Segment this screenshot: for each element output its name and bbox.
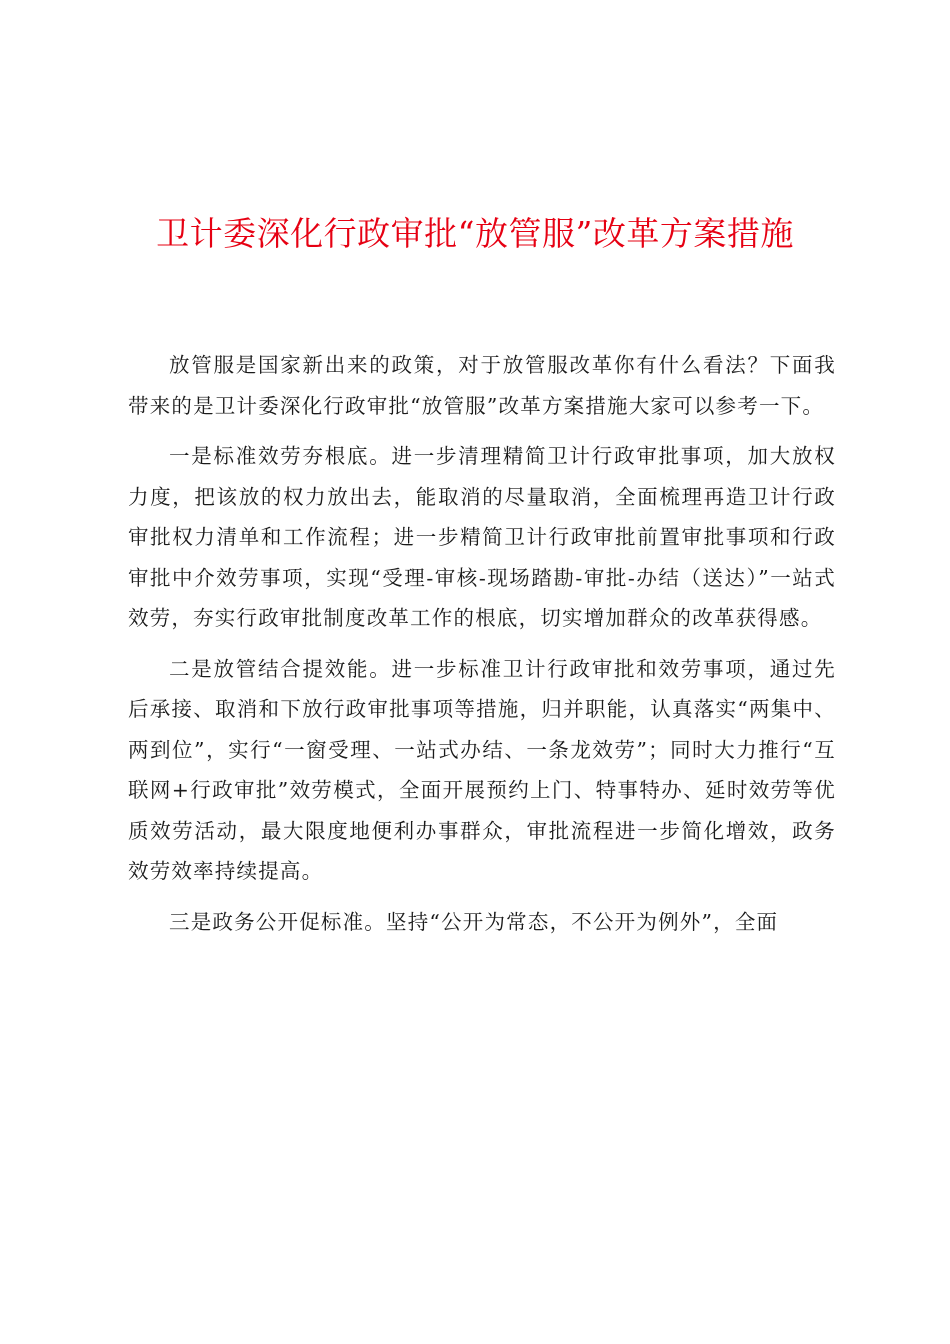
document-body <box>128 345 836 952</box>
paragraph-3: 三是政务公开促标准。坚持“公开为常态，不公开为例外”，全面 <box>169 909 779 934</box>
document-title: 卫计委深化行政审批“放管服”改革方案措施 <box>156 214 794 253</box>
paragraph-2: 二是放管结合提效能。进一步标准卫计行政审批和效劳事项，通过先后承接、取消和下放行政审批事项等措施，归并职能，认真落实“两集中、两到位”，实行“一窗受理、一站式办结、一条龙效劳”；同时大力推行“互联网+行政审批”效劳模式，全面开展预约上门、特事特办、延时效劳等优质效劳活动，最大限度地便利办事群众，审批流程进一步简化增效，政务效劳效率持续提高。 <box>128 656 836 883</box>
paragraph-intro: 放管服是国家新出来的政策，对于放管服改革你有什么看法？下面我带来的是卫计委深化行政审批“放管服”改革方案措施大家可以参考一下。 <box>128 353 836 418</box>
paragraph-1: 一是标准效劳夯根底。进一步清理精简卫计行政审批事项，加大放权力度，把该放的权力放出去，能取消的尽量取消，全面梳理再造卫计行政审批权力清单和工作流程；进一步精简卫计行政审批前置审批事项和行政审批中介效劳事项，实现“受理-审核-现场踏勘-审批-办结（送达）”一站式效劳，夯实行政审批制度改革工作的根底，切实增加群众的改革获得感。 <box>128 444 836 630</box>
